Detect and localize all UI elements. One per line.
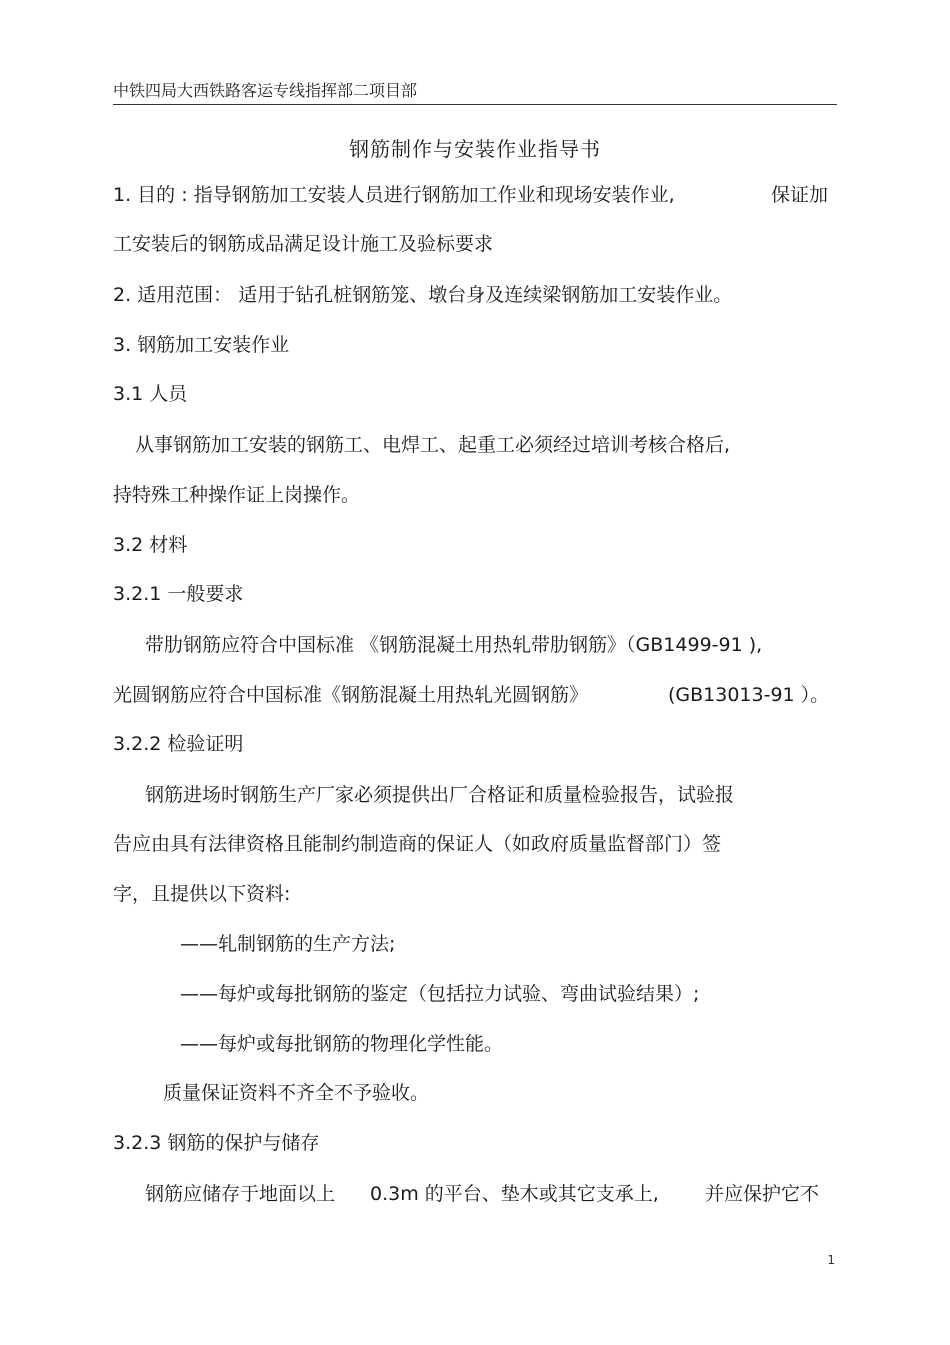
para-purpose-line-2: 工安装后的钢筋成品满足设计施工及验标要求 xyxy=(113,233,494,255)
header-divider xyxy=(113,104,837,105)
para-storage-line-1-b: 0.3m 的平台、垫木或其它支承上, xyxy=(370,1183,659,1205)
para-personnel-line-2: 持特殊工种操作证上岗操作。 xyxy=(113,484,361,506)
para-scope: 2. 适用范围： 适用于钻孔桩钢筋笼、墩台身及连续梁钢筋加工安装作业。 xyxy=(113,284,733,306)
header-org-name: 中铁四局大西铁路客运专线指挥部二项目部 xyxy=(113,81,418,100)
section-heading-3-2-3: 3.2.3 钢筋的保护与储存 xyxy=(113,1132,320,1154)
list-item-identification: ——每炉或每批钢筋的鉴定（包括拉力试验、弯曲试验结果）; xyxy=(180,983,700,1005)
para-acceptance-note: 质量保证资料不齐全不予验收。 xyxy=(163,1082,430,1104)
list-item-production-method: ——轧制钢筋的生产方法; xyxy=(180,933,396,955)
para-certificate-line-2: 告应由具有法律资格且能制约制造商的保证人（如政府质量监督部门）签 xyxy=(113,833,722,855)
para-storage-line-1-a: 钢筋应储存于地面以上 xyxy=(145,1183,336,1205)
para-personnel-line-1: 从事钢筋加工安装的钢筋工、电焊工、起重工必须经过培训考核合格后, xyxy=(135,434,731,456)
section-heading-3-2: 3.2 材料 xyxy=(113,534,188,556)
para-requirements-line-2-end: (GB13013-91 ）。 xyxy=(668,684,830,706)
section-heading-3-2-1: 3.2.1 一般要求 xyxy=(113,583,244,605)
section-heading-3-1: 3.1 人员 xyxy=(113,383,188,405)
section-heading-3-2-2: 3.2.2 检验证明 xyxy=(113,733,244,755)
para-requirements-line-1: 带肋钢筋应符合中国标准 《钢筋混凝土用热轧带肋钢筋》（GB1499-91 ), xyxy=(145,634,763,656)
document-title: 钢筋制作与安装作业指导书 xyxy=(349,137,601,161)
list-item-properties: ——每炉或每批钢筋的物理化学性能。 xyxy=(180,1033,504,1055)
para-storage-line-1-c: 并应保护它不 xyxy=(705,1183,820,1205)
para-purpose-line-1: 1. 目的 : 指导钢筋加工安装人员进行钢筋加工作业和现场安装作业, xyxy=(113,184,675,206)
page-number: 1 xyxy=(827,1253,835,1267)
section-heading-3: 3. 钢筋加工安装作业 xyxy=(113,334,290,356)
para-requirements-line-2: 光圆钢筋应符合中国标准《钢筋混凝土用热轧光圆钢筋》 xyxy=(113,684,589,706)
para-certificate-line-3: 字，且提供以下资料: xyxy=(113,883,291,905)
para-certificate-line-1: 钢筋进场时钢筋生产厂家必须提供出厂合格证和质量检验报告，试验报 xyxy=(145,784,735,806)
para-purpose-line-1-end: 保证加 xyxy=(771,184,829,206)
